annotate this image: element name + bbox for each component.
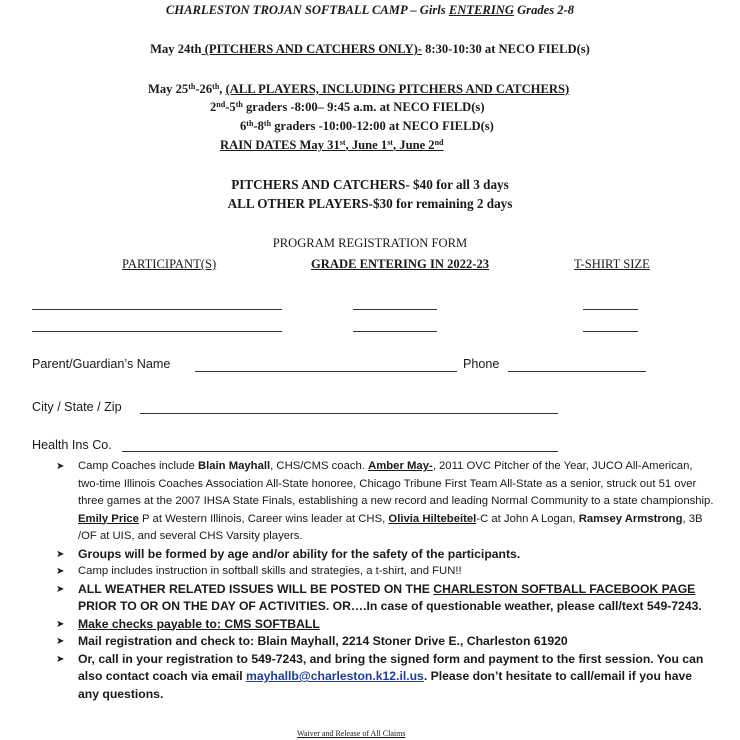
- arrow-bullet-icon: ➤: [56, 653, 65, 665]
- column-grade-entering: GRADE ENTERING IN 2022-23: [311, 257, 490, 271]
- phone-field[interactable]: [508, 371, 646, 372]
- tshirt-field-1[interactable]: [583, 309, 638, 310]
- column-participant: PARTICIPANT(S): [122, 257, 217, 271]
- list-item-coaches: ➤ Camp Coaches include Blain Mayhall, CHS/CMS coach. Amber May-, 2011 OVC Pitcher of the Year, JUCO All-American, two-time Illinois Coaches Association All-State honoree, Chicago Tribune First Team All-State as a senior, struck out 51 over three games at the 2007 IHSA State Finals, establishing a new record and leading Normal Community to a state championship. Emily Price P at Western Illinois, Career wins leader at CHS, Olivia Hiltebeitel-C at John A Logan, Ramsey Armstrong, 3B /OF at UIS, and several CHS Varsity players.: [56, 460, 714, 542]
- list-item-mail: ➤ Mail registration and check to: Blain Mayhall, 2214 Stoner Drive E., Charleston 61920: [56, 633, 716, 651]
- grades-2-5-time: 2nd-5th graders -8:00– 9:45 a.m. at NECO FIELD(s): [210, 100, 485, 114]
- pricing-pitchers-catchers: PITCHERS AND CATCHERS- $40 for all 3 days: [231, 177, 509, 192]
- tshirt-field-2[interactable]: [583, 331, 638, 332]
- parent-name-field[interactable]: [195, 371, 457, 372]
- facebook-page-link[interactable]: CHARLESTON SOFTBALL FACEBOOK PAGE: [433, 581, 696, 596]
- arrow-bullet-icon: ➤: [56, 461, 65, 472]
- city-state-zip-field[interactable]: [140, 413, 558, 414]
- arrow-bullet-icon: ➤: [56, 618, 65, 630]
- list-item-groups: ➤ Groups will be formed by age and/or ability for the safety of the participants.: [56, 546, 716, 564]
- list-item-checks: ➤ Make checks payable to: CMS SOFTBALL: [56, 616, 716, 634]
- grades-6-8-time: 6th-8th graders -10:00-12:00 at NECO FIELD(s): [240, 119, 494, 133]
- arrow-bullet-icon: ➤: [56, 566, 65, 577]
- parent-name-label: Parent/Guardian’s Name: [32, 357, 171, 371]
- city-state-zip-label: City / State / Zip: [32, 400, 122, 414]
- form-title: PROGRAM REGISTRATION FORM: [272, 236, 468, 250]
- may25-session: May 25th-26th, (ALL PLAYERS, INCLUDING PITCHERS AND CATCHERS): [148, 82, 570, 96]
- list-item-instruction: ➤ Camp includes instruction in softball skills and strategies, a t-shirt, and FUN!!: [56, 563, 716, 581]
- phone-label: Phone: [463, 357, 500, 371]
- may24-session: May 24th (PITCHERS AND CATCHERS ONLY)- 8:30-10:30 at NECO FIELD(s): [150, 42, 590, 56]
- list-item-contact: ➤ Or, call in your registration to 549-7243, and bring the signed form and payment to the first session. You can also contact coach via email mayhallb@charleston.k12.il.us. Please don’t hesitate to call/email if you have any questions.: [56, 651, 704, 701]
- arrow-bullet-icon: ➤: [56, 636, 65, 647]
- list-item-weather: ➤ ALL WEATHER RELATED ISSUES WILL BE POSTED ON THE CHARLESTON SOFTBALL FACEBOOK PAGE PRIOR TO OR ON THE DAY OF ACTIVITIES. OR….In case of questionable weather, please call/text 549-7243.: [56, 581, 702, 613]
- column-tshirt-size: T-SHIRT SIZE: [574, 257, 650, 271]
- arrow-bullet-icon: ➤: [56, 583, 65, 595]
- health-ins-label: Health Ins Co.: [32, 438, 112, 452]
- arrow-bullet-icon: ➤: [56, 548, 65, 560]
- participant-name-field-2[interactable]: [32, 331, 282, 332]
- waiver-heading: Waiver and Release of All Claims: [297, 729, 406, 738]
- rain-dates: RAIN DATES May 31st, June 1st, June 2nd: [220, 138, 444, 152]
- health-ins-field[interactable]: [122, 451, 558, 452]
- grade-field-2[interactable]: [353, 331, 437, 332]
- participant-name-field-1[interactable]: [32, 309, 282, 310]
- grade-field-1[interactable]: [353, 309, 437, 310]
- camp-title: CHARLESTON TROJAN SOFTBALL CAMP – Girls ENTERING Grades 2-8: [165, 3, 575, 17]
- pricing-other-players: ALL OTHER PLAYERS-$30 for remaining 2 days: [227, 196, 513, 211]
- coach-email-link[interactable]: mayhallb@charleston.k12.il.us: [246, 669, 424, 683]
- camp-info-list: [56, 458, 716, 703]
